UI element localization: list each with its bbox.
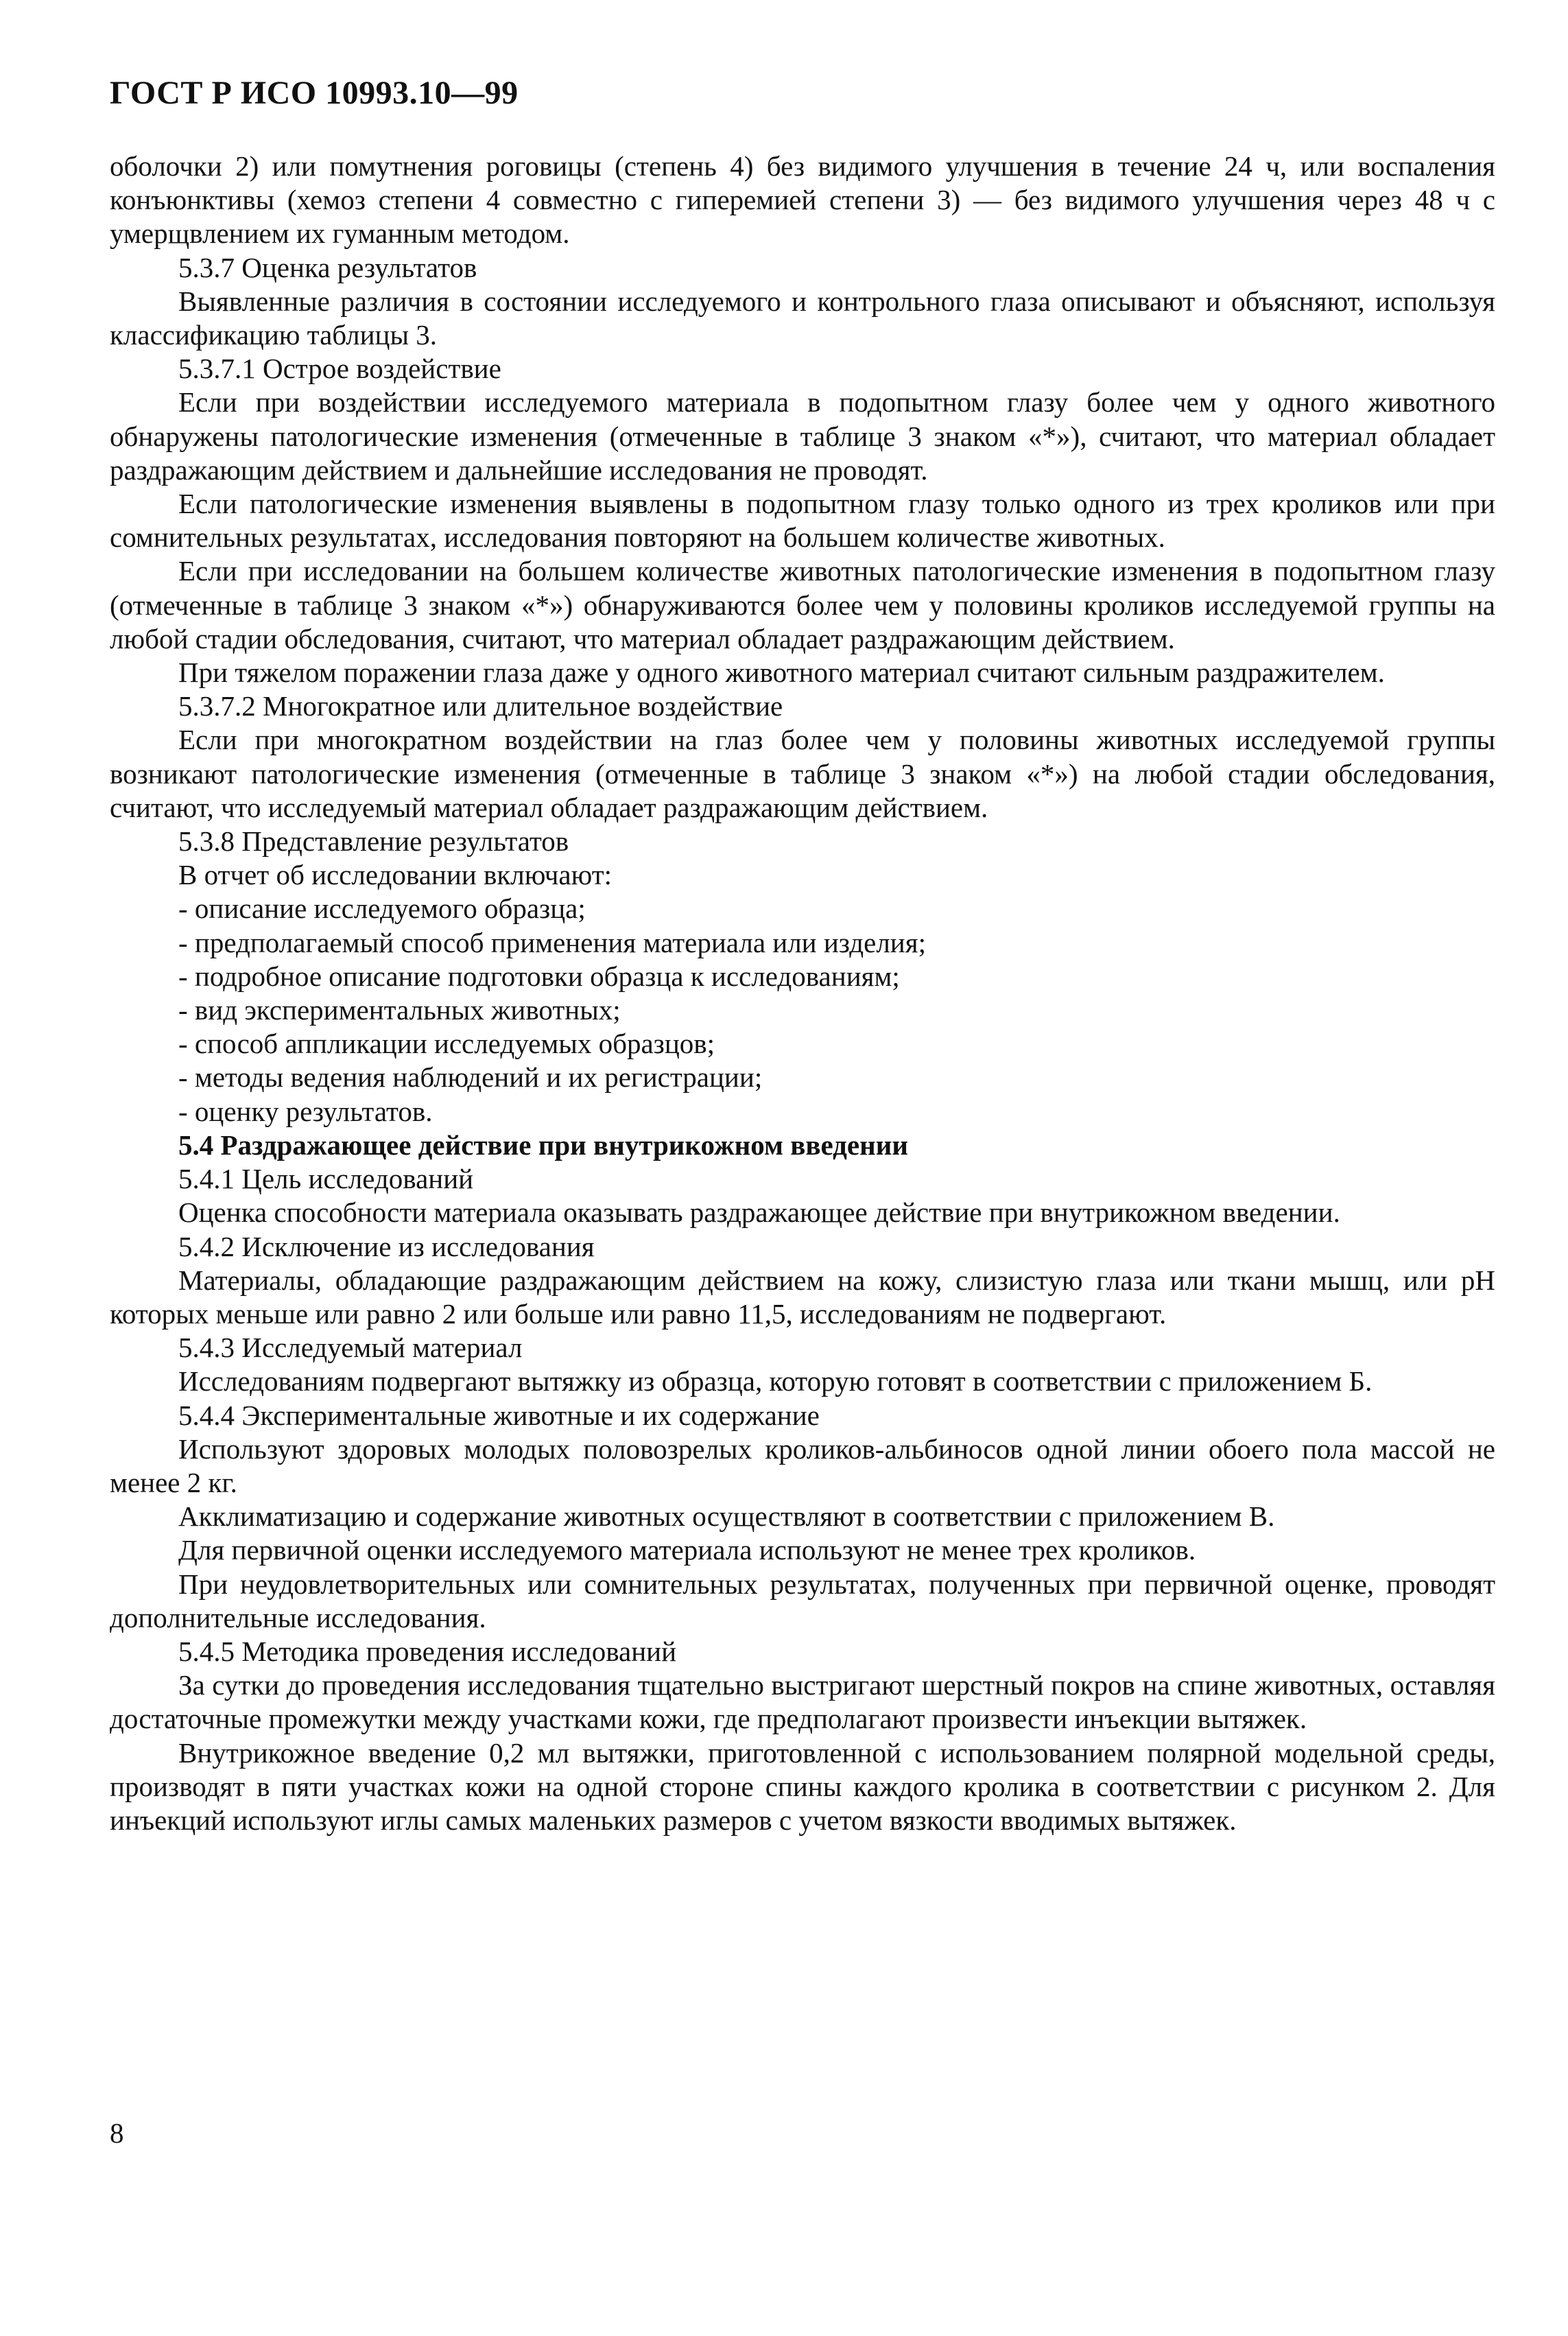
paragraph: За сутки до проведения исследования тщательно выстригают шерстный покров на спине животных, оставляя достаточные промежутки между участками кожи, где предполагают произвести инъекции вытяжек. <box>110 1669 1495 1735</box>
list-item: - описание исследуемого образца; <box>178 893 586 925</box>
section-heading: 5.4.1 Цель исследований <box>178 1163 474 1195</box>
paragraph: Акклиматизацию и содержание животных осуществляют в соответствии с приложением В. <box>178 1500 1275 1533</box>
paragraph: оболочки 2) или помутнения роговицы (степень 4) без видимого улучшения в течение 24 ч, или воспаления конъюнктивы (хемоз степени 4 совместно с гиперемией степени 3) — без видимого улучшения через 48 ч с умерщвлением их гуманным методом. <box>110 150 1495 250</box>
paragraph: Оценка способности материала оказывать раздражающее действие при внутрикожном введении. <box>178 1196 1340 1229</box>
document-body <box>110 150 1495 1837</box>
page-number: 8 <box>110 2117 124 2149</box>
list-item: - оценку результатов. <box>178 1095 433 1127</box>
list-item: - методы ведения наблюдений и их регистрации; <box>178 1061 763 1094</box>
paragraph: При тяжелом поражении глаза даже у одного животного материал считают сильным раздражителем. <box>178 657 1385 689</box>
list-item: - вид экспериментальных животных; <box>178 994 621 1026</box>
paragraph: Если патологические изменения выявлены в подопытном глазу только одного из трех кроликов или при сомнительных результатах, исследования повторяют на большем количестве животных. <box>110 488 1495 554</box>
list-item: - предполагаемый способ применения материала или изделия; <box>178 926 926 958</box>
section-heading: 5.4.2 Исключение из исследования <box>178 1230 595 1262</box>
paragraph: Внутрикожное введение 0,2 мл вытяжки, приготовленной с использованием полярной модельной среды, производят в пяти участках кожи на одной стороне спины каждого кролика в соответствии с рисунком 2. Для инъекций используют иглы самых маленьких размеров с учетом вязкости вводимых вытяжек. <box>110 1736 1495 1836</box>
paragraph: Если при исследовании на большем количестве животных патологические изменения в подопытном глазу (отмеченные в таблице 3 знаком «*») обнаруживаются более чем у половины кроликов исследуемой группы на любой стадии обследования, считают, что материал обладает раздражающим действием. <box>110 555 1495 654</box>
section-heading: 5.3.7.2 Многократное или длительное воздействие <box>178 690 783 722</box>
paragraph: В отчет об исследовании включают: <box>178 859 612 891</box>
section-heading: 5.3.8 Представление результатов <box>178 825 569 858</box>
paragraph: Используют здоровых молодых половозрелых кроликов-альбиносов одной линии обоего пола массой не менее 2 кг. <box>110 1432 1495 1498</box>
paragraph: При неудовлетворительных или сомнительных результатах, полученных при первичной оценке, проводят дополнительные исследования. <box>110 1568 1495 1633</box>
paragraph: Выявленные различия в состоянии исследуемого и контрольного глаза описывают и объясняют, используя классификацию таблицы 3. <box>110 285 1495 351</box>
document-header: ГОСТ Р ИСО 10993.10—99 <box>110 75 519 111</box>
paragraph: Если при многократном воздействии на глаз более чем у половины животных исследуемой группы возникают патологические изменения (отмеченные в таблице 3 знаком «*») на любой стадии обследования, считают, что исследуемый материал обладает раздражающим действием. <box>110 724 1495 823</box>
paragraph: Для первичной оценки исследуемого материала используют не менее трех кроликов. <box>178 1534 1196 1566</box>
section-heading: 5.3.7 Оценка результатов <box>178 251 477 283</box>
list-item: - подробное описание подготовки образца к исследованиям; <box>178 960 900 992</box>
section-heading-bold: 5.4 Раздражающее действие при внутрикожном введении <box>178 1129 908 1161</box>
paragraph: Если при воздействии исследуемого материала в подопытном глазу более чем у одного животного обнаружены патологические изменения (отмеченные в таблице 3 знаком «*»), считают, что материал обладает раздражающим действием и дальнейшие исследования не проводят. <box>110 386 1495 486</box>
list-item: - способ аппликации исследуемых образцов; <box>178 1028 715 1060</box>
section-heading: 5.3.7.1 Острое воздействие <box>178 353 501 385</box>
paragraph: Исследованиям подвергают вытяжку из образца, которую готовят в соответствии с приложением Б. <box>178 1365 1373 1397</box>
section-heading: 5.4.4 Экспериментальные животные и их содержание <box>178 1399 820 1431</box>
paragraph: Материалы, обладающие раздражающим действием на кожу, слизистую глаза или ткани мышц, или pH которых меньше или равно 2 или больше или равно 11,5, исследованиям не подвергают. <box>110 1264 1495 1330</box>
section-heading: 5.4.3 Исследуемый материал <box>178 1332 523 1364</box>
section-heading: 5.4.5 Методика проведения исследований <box>178 1635 677 1667</box>
